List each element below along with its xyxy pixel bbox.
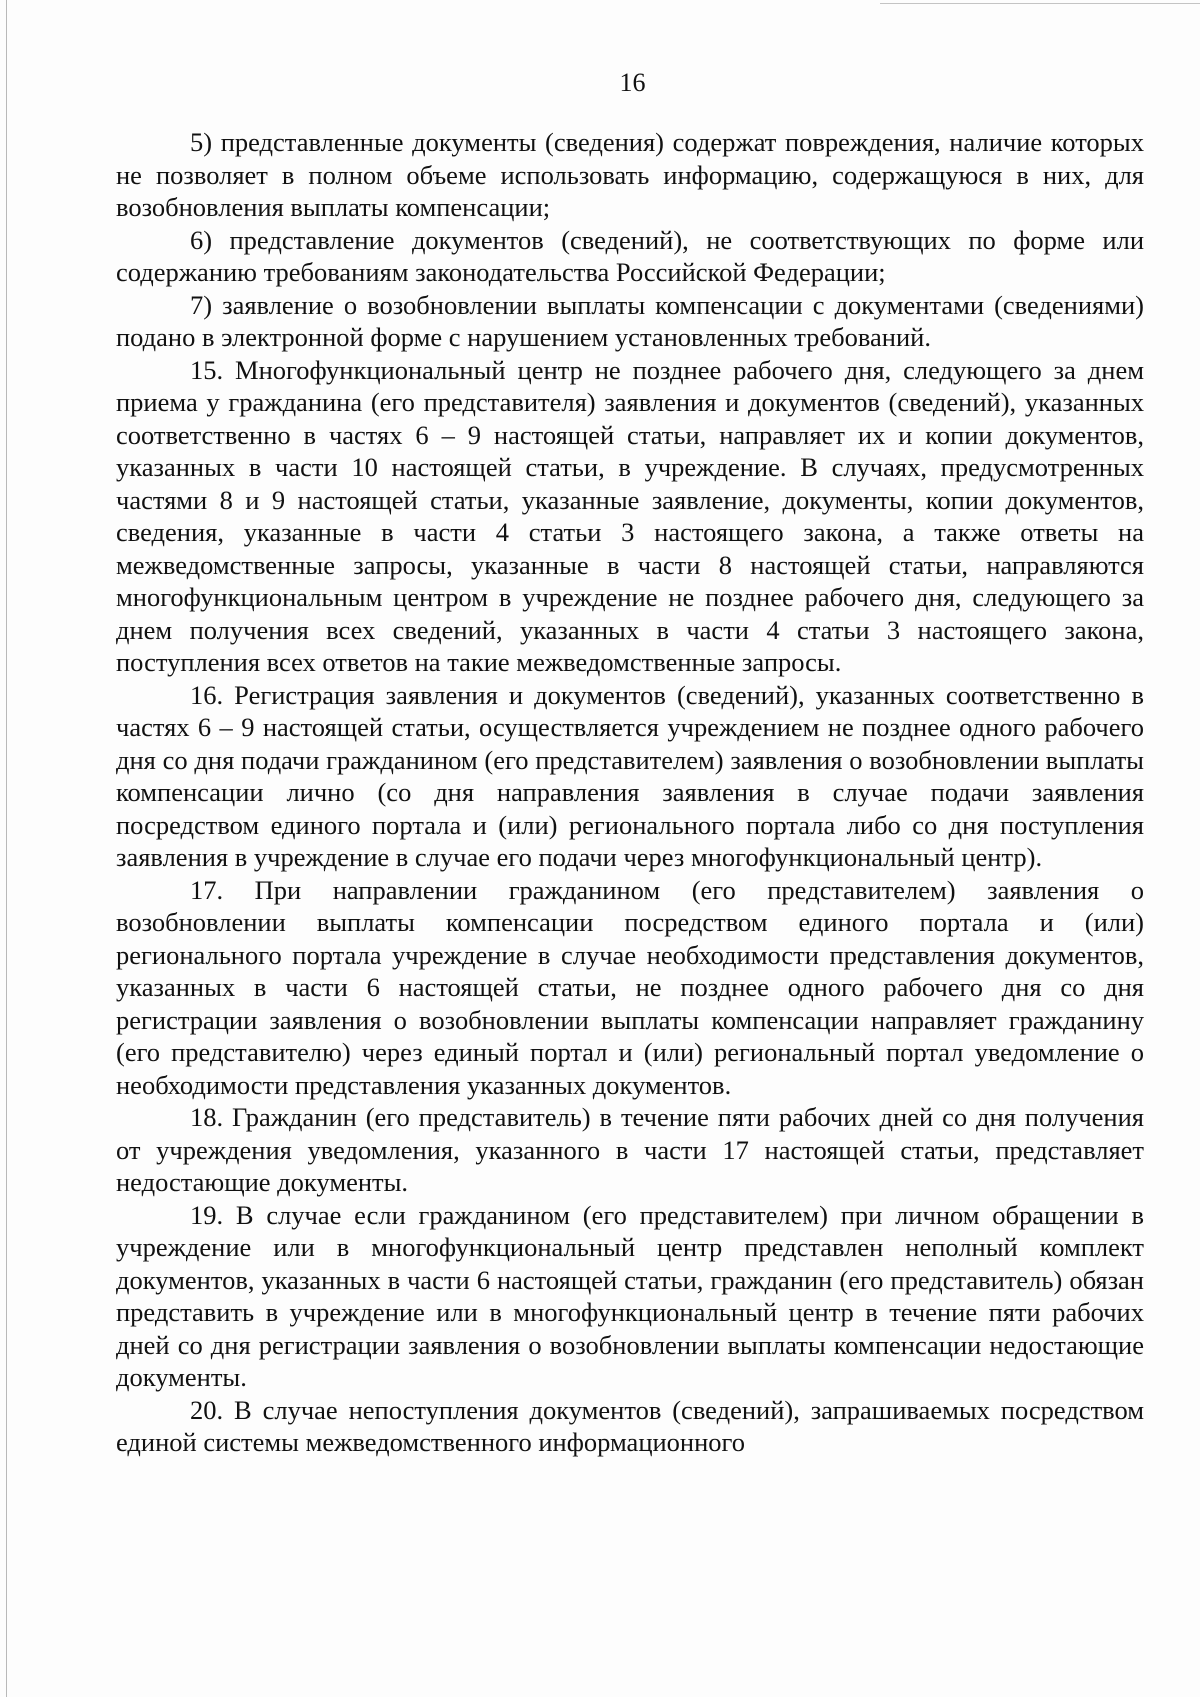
scan-edge-line — [880, 3, 1200, 4]
document-body — [116, 126, 1144, 1459]
paragraph-17: 17. При направлении гражданином (его представителем) заявления о возобновлении выплаты компенсации посредством единого портала и (или) регионального портала учреждение в случае необходимости представления документов, указанных в части 6 настоящей статьи, не позднее одного рабочего дня со дня регистрации заявления о возобновлении выплаты компенсации направляет гражданину (его представителю) через единый портал и (или) региональный портал уведомление о необходимости представления указанных документов. — [116, 874, 1144, 1100]
paragraph-item-7: 7) заявление о возобновлении выплаты компенсации с документами (сведениями) подано в электронной форме с нарушением установленных требований. — [116, 289, 1144, 352]
scan-edge-line — [6, 0, 7, 1697]
paragraph-18: 18. Гражданин (его представитель) в течение пяти рабочих дней со дня получения от учреждения уведомления, указанного в части 17 настоящей статьи, представляет недостающие документы. — [116, 1102, 1144, 1197]
paragraph-item-5: 5) представленные документы (сведения) содержат повреждения, наличие которых не позволяет в полном объеме использовать информацию, содержащуюся в них, для возобновления выплаты компенсации; — [116, 127, 1144, 222]
paragraph-20: 20. В случае непоступления документов (сведений), запрашиваемых посредством единой системы межведомственного информационного — [116, 1394, 1144, 1457]
page-number: 16 — [619, 68, 646, 97]
paragraph-16: 16. Регистрация заявления и документов (сведений), указанных соответственно в частях 6 – 9 настоящей статьи, осуществляется учреждением не позднее одного рабочего дня со дня подачи гражданином (его представителем) заявления о возобновлении выплаты компенсации лично (со дня направления заявления в случае подачи заявления посредством единого портала и (или) регионального портала либо со дня поступления заявления в учреждение в случае его подачи через многофункциональный центр). — [116, 679, 1144, 872]
paragraph-15: 15. Многофункциональный центр не позднее рабочего дня, следующего за днем приема у гражданина (его представителя) заявления и документов (сведений), указанных соответственно в частях 6 – 9 настоящей статьи, направляет их и копии документов, указанных в части 10 настоящей статьи, в учреждение. В случаях, предусмотренных частями 8 и 9 настоящей статьи, указанные заявление, документы, копии документов, сведения, указанные в части 4 статьи 3 настоящего закона, а также ответы на межведомственные запросы, указанные в части 8 настоящей статьи, направляются многофункциональным центром в учреждение не позднее рабочего дня, следующего за днем получения всех сведений, указанных в части 4 статьи 3 настоящего закона, поступления всех ответов на такие межведомственные запросы. — [116, 354, 1144, 677]
paragraph-item-6: 6) представление документов (сведений), не соответствующих по форме или содержанию требованиям законодательства Российской Федерации; — [116, 224, 1144, 287]
paragraph-19: 19. В случае если гражданином (его представителем) при личном обращении в учреждение или в многофункциональный центр представлен неполный комплект документов, указанных в части 6 настоящей статьи, гражданин (его представитель) обязан представить в учреждение или в многофункциональный центр в течение пяти рабочих дней со дня регистрации заявления о возобновлении выплаты компенсации недостающие документы. — [116, 1199, 1144, 1392]
